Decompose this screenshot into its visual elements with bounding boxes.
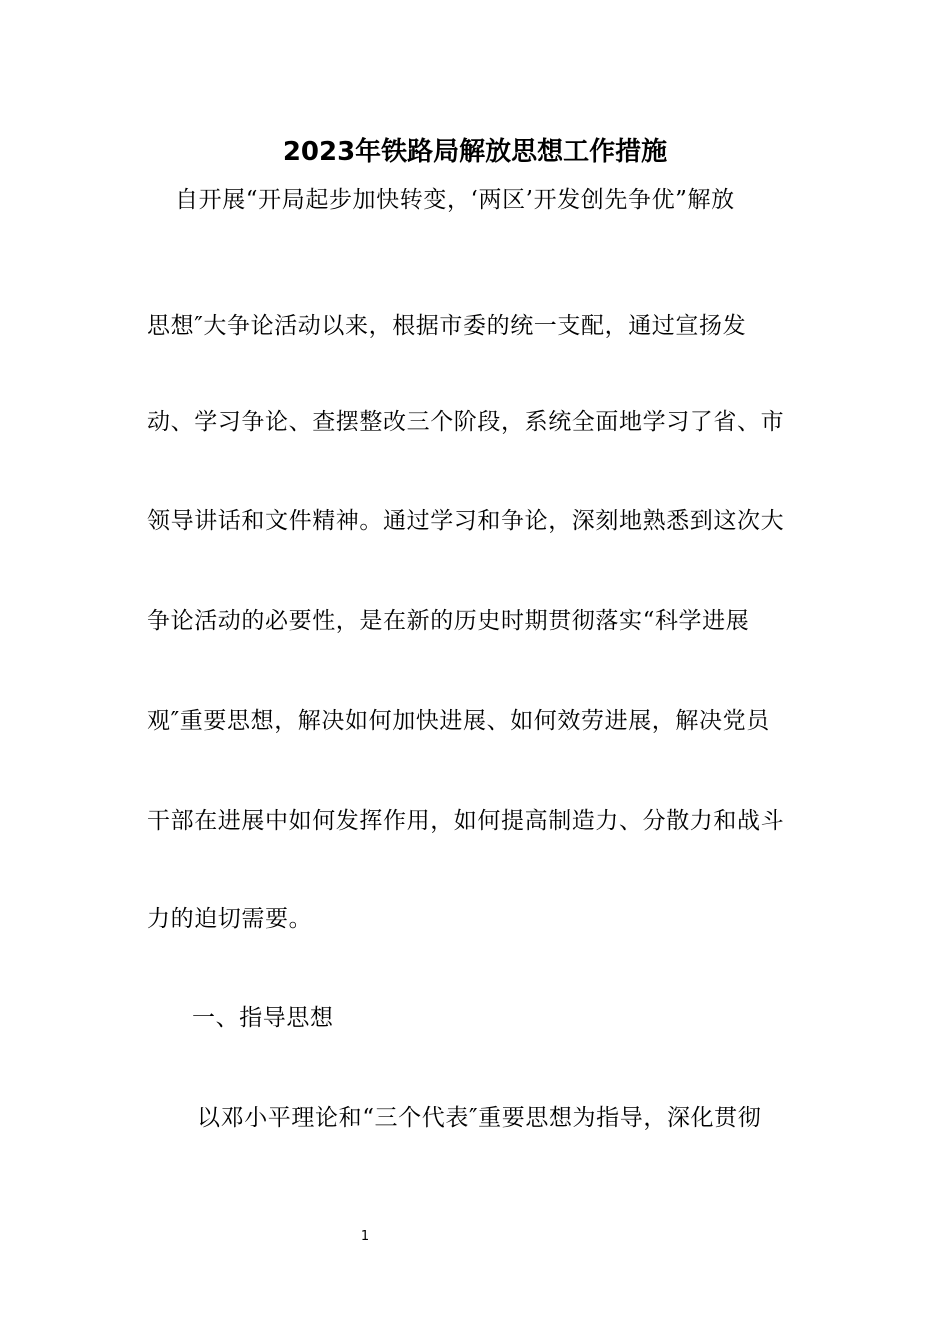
paragraph-line: 动、学习争论、查摆整改三个阶段，系统全面地学习了省、市 bbox=[147, 409, 785, 435]
paragraph-line: 领导讲话和文件精神。通过学习和争论，深刻地熟悉到这次大 bbox=[147, 508, 785, 534]
paragraph-line: 以邓小平理论和“三个代表″重要思想为指导，深化贯彻 bbox=[197, 1105, 762, 1131]
paragraph-line: 自开展“开局起步加快转变，‘两区’开发创先争优”解放 bbox=[175, 187, 735, 213]
page-number: 1 bbox=[360, 1229, 370, 1244]
paragraph-line: 争论活动的必要性，是在新的历史时期贯彻落实“科学进展 bbox=[147, 608, 750, 634]
document-title: 2023年铁路局解放思想工作措施 bbox=[282, 137, 668, 167]
paragraph-line: 思想″大争论活动以来，根据市委的统一支配，通过宣扬发 bbox=[147, 313, 747, 339]
paragraph-line: 观″重要思想，解决如何加快进展、如何效劳进展，解决党员 bbox=[147, 708, 770, 734]
paragraph-line: 干部在进展中如何发挥作用，如何提高制造力、分散力和战斗 bbox=[147, 808, 785, 834]
paragraph-line: 力的迫切需要。 bbox=[147, 906, 313, 932]
section-heading: 一、指导思想 bbox=[192, 1005, 334, 1031]
